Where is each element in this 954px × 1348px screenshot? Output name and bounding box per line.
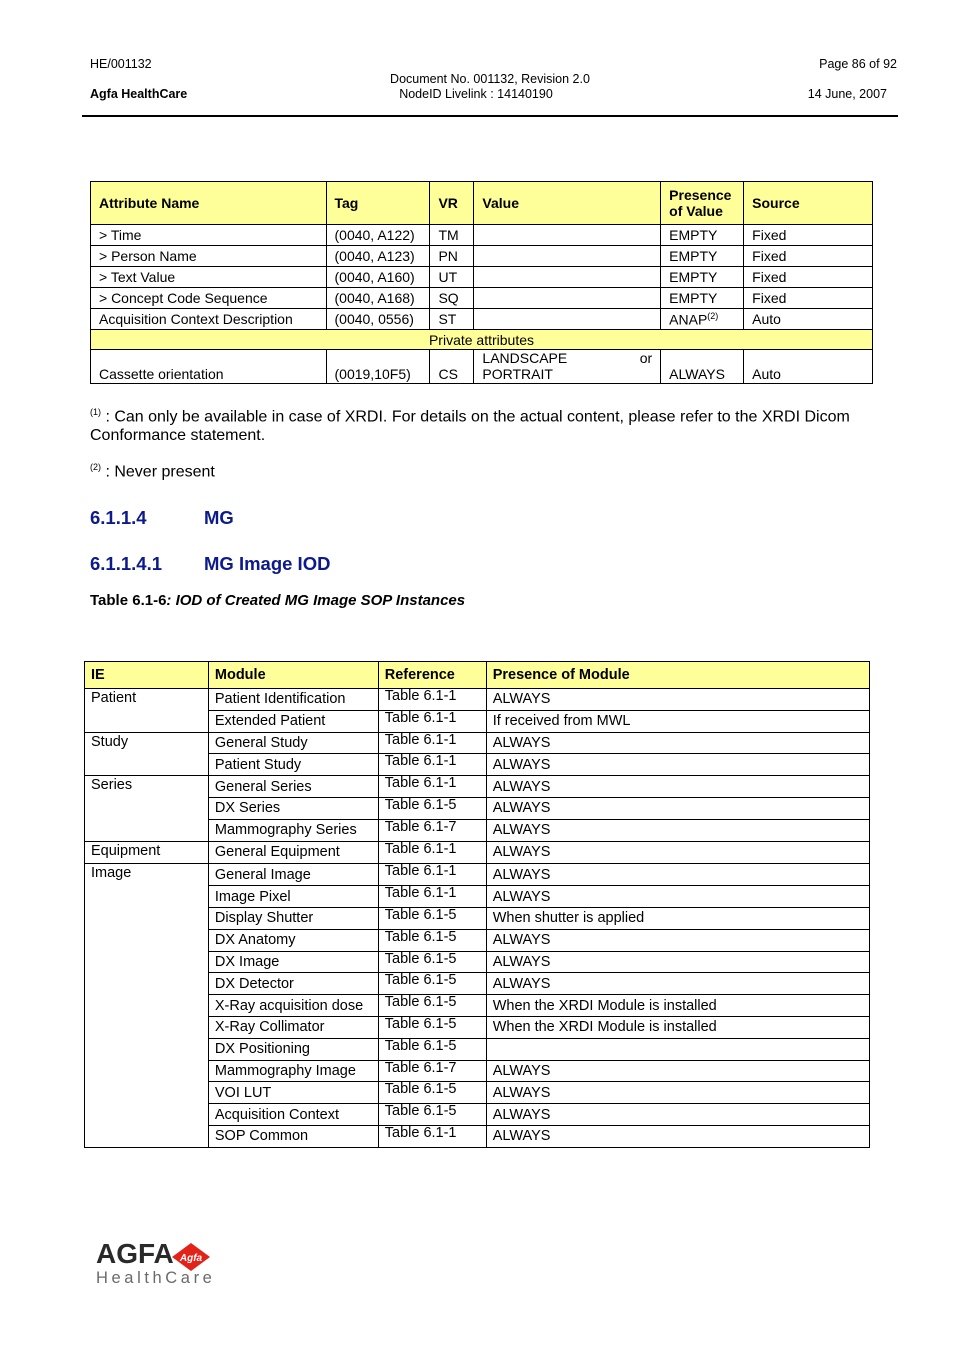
footnote-2-marker: (2) xyxy=(90,462,101,472)
presence-footnote-marker: (2) xyxy=(707,310,719,321)
page-number: Page 86 of 92 xyxy=(819,57,897,71)
attribute-tag-cell: (0040, A123) xyxy=(326,246,430,267)
module-cell: Mammography Series xyxy=(208,819,378,841)
module-cell: Extended Patient xyxy=(208,710,378,732)
attribute-tag-cell: (0040, A168) xyxy=(326,288,430,309)
table-caption-title: : IOD of Created MG Image SOP Instances xyxy=(166,592,466,609)
col-attribute-name: Attribute Name xyxy=(91,182,327,225)
cassette-tag: (0019,10F5) xyxy=(326,350,430,384)
iod-table xyxy=(84,661,870,1148)
attribute-value-cell xyxy=(474,225,661,246)
cassette-value xyxy=(474,350,661,384)
reference-cell: Table 6.1-5 xyxy=(378,907,486,929)
presence-cell: ALWAYS xyxy=(486,1104,869,1126)
footnote-1-text: : Can only be available in case of XRDI. For details on the actual content, please refer to the XRDI Dicom xyxy=(101,408,850,426)
presence-cell: ALWAYS xyxy=(486,1125,869,1147)
module-cell: General Equipment xyxy=(208,841,378,864)
footnote-1-marker: (1) xyxy=(90,407,101,417)
section-number-mg: 6.1.1.4 xyxy=(90,507,147,528)
reference-cell: Table 6.1-5 xyxy=(378,1016,486,1038)
node-id: NodeID Livelink : 14140190 xyxy=(399,87,553,101)
table-caption xyxy=(90,592,465,609)
section-heading-mg xyxy=(90,507,234,529)
attribute-value-cell xyxy=(474,246,661,267)
reference-cell: Table 6.1-7 xyxy=(378,819,486,841)
attribute-tag-cell: (0040, A160) xyxy=(326,267,430,288)
attribute-value-cell xyxy=(474,267,661,288)
col-tag: Tag xyxy=(326,182,430,225)
reference-cell: Table 6.1-5 xyxy=(378,1104,486,1126)
col-source: Source xyxy=(744,182,873,225)
col-module: Module xyxy=(208,662,378,689)
attribute-name-cell: > Concept Code Sequence xyxy=(91,288,327,309)
attribute-vr-cell: ST xyxy=(430,309,474,330)
module-cell: DX Image xyxy=(208,951,378,973)
col-ie: IE xyxy=(85,662,209,689)
reference-cell: Table 6.1-5 xyxy=(378,995,486,1017)
reference-cell: Table 6.1-5 xyxy=(378,1082,486,1104)
module-cell: SOP Common xyxy=(208,1125,378,1147)
agfa-badge-icon xyxy=(171,1242,211,1272)
ie-cell: Image xyxy=(85,864,209,1147)
attribute-presence-cell: EMPTY xyxy=(661,225,744,246)
logo-brand: AGFA xyxy=(96,1238,174,1269)
doc-number: Document No. 001132, Revision 2.0 xyxy=(390,72,590,86)
ie-cell: Study xyxy=(85,732,209,776)
footnote-1-text2: Conformance statement. xyxy=(90,427,266,445)
presence-cell: ALWAYS xyxy=(486,841,869,864)
module-cell: DX Anatomy xyxy=(208,929,378,951)
attribute-row xyxy=(91,246,873,267)
attribute-row xyxy=(91,267,873,288)
cassette-value-portrait: PORTRAIT xyxy=(482,366,553,382)
attribute-presence-cell: EMPTY xyxy=(661,267,744,288)
iod-row xyxy=(85,841,870,864)
module-cell: Display Shutter xyxy=(208,907,378,929)
attribute-presence-cell: EMPTY xyxy=(661,246,744,267)
reference-cell: Table 6.1-1 xyxy=(378,841,486,864)
reference-cell: Table 6.1-1 xyxy=(378,754,486,776)
attribute-value-cell xyxy=(474,288,661,309)
ie-cell: Equipment xyxy=(85,841,209,864)
attribute-vr-cell: PN xyxy=(430,246,474,267)
attribute-presence-cell xyxy=(661,309,744,330)
attribute-vr-cell: TM xyxy=(430,225,474,246)
logo-healthcare: HealthCare xyxy=(96,1269,216,1287)
presence-cell: ALWAYS xyxy=(486,1082,869,1104)
reference-cell: Table 6.1-7 xyxy=(378,1060,486,1082)
ie-cell: Series xyxy=(85,776,209,841)
footnote-1 xyxy=(90,403,880,445)
reference-cell: Table 6.1-5 xyxy=(378,973,486,995)
attribute-vr-cell: SQ xyxy=(430,288,474,309)
attribute-presence-cell: EMPTY xyxy=(661,288,744,309)
attribute-table xyxy=(90,181,873,384)
reference-cell: Table 6.1-5 xyxy=(378,1038,486,1060)
presence-cell: If received from MWL xyxy=(486,710,869,732)
attribute-table-header xyxy=(91,182,873,225)
footnote-2 xyxy=(90,458,215,481)
attribute-vr-cell: UT xyxy=(430,267,474,288)
presence-cell: ALWAYS xyxy=(486,1060,869,1082)
attribute-name-cell: > Person Name xyxy=(91,246,327,267)
header-rule xyxy=(82,115,898,117)
reference-cell: Table 6.1-1 xyxy=(378,1125,486,1147)
iod-table-header xyxy=(85,662,870,689)
cassette-name: Cassette orientation xyxy=(91,350,327,384)
attribute-value-cell xyxy=(474,309,661,330)
presence-cell: ALWAYS xyxy=(486,797,869,819)
cassette-presence: ALWAYS xyxy=(661,350,744,384)
col-presence-of-value xyxy=(661,182,744,225)
reference-cell: Table 6.1-5 xyxy=(378,797,486,819)
table-caption-number: Table 6.1-6 xyxy=(90,592,167,609)
col-presence-of-module: Presence of Module xyxy=(486,662,869,689)
ie-cell: Patient xyxy=(85,689,209,733)
private-attributes-row xyxy=(91,330,873,350)
module-cell: Mammography Image xyxy=(208,1060,378,1082)
attribute-name-cell: > Text Value xyxy=(91,267,327,288)
module-cell: DX Detector xyxy=(208,973,378,995)
badge-text: Agfa xyxy=(179,1253,203,1264)
attribute-name-cell: > Time xyxy=(91,225,327,246)
attribute-source-cell: Fixed xyxy=(744,246,873,267)
iod-row xyxy=(85,732,870,754)
module-cell: DX Positioning xyxy=(208,1038,378,1060)
module-cell: VOI LUT xyxy=(208,1082,378,1104)
attribute-tag-cell: (0040, 0556) xyxy=(326,309,430,330)
footnote-2-text: : Never present xyxy=(101,463,215,481)
attribute-source-cell: Fixed xyxy=(744,225,873,246)
attribute-source-cell: Fixed xyxy=(744,288,873,309)
iod-row xyxy=(85,776,870,798)
section-number-mg-image-iod: 6.1.1.4.1 xyxy=(90,553,163,574)
iod-row xyxy=(85,689,870,711)
module-cell: General Study xyxy=(208,732,378,754)
module-cell: X-Ray Collimator xyxy=(208,1016,378,1038)
cassette-row xyxy=(91,350,873,384)
module-cell: Patient Study xyxy=(208,754,378,776)
presence-cell: ALWAYS xyxy=(486,732,869,754)
reference-cell: Table 6.1-1 xyxy=(378,732,486,754)
presence-cell: ALWAYS xyxy=(486,886,869,908)
cassette-value-or: or xyxy=(639,350,653,366)
company-name: Agfa HealthCare xyxy=(90,87,188,101)
attribute-tag-cell: (0040, A122) xyxy=(326,225,430,246)
presence-cell: ALWAYS xyxy=(486,929,869,951)
section-title-mg-image-iod: MG Image IOD xyxy=(204,553,331,574)
agfa-logo xyxy=(96,1238,174,1270)
module-cell: General Series xyxy=(208,776,378,798)
presence-cell: When the XRDI Module is installed xyxy=(486,1016,869,1038)
section-heading-mg-image-iod xyxy=(90,553,330,575)
presence-cell: ALWAYS xyxy=(486,776,869,798)
reference-cell: Table 6.1-1 xyxy=(378,689,486,711)
reference-cell: Table 6.1-5 xyxy=(378,951,486,973)
presence-cell: ALWAYS xyxy=(486,754,869,776)
cassette-value-landscape: LANDSCAPE xyxy=(482,350,568,366)
private-attributes-label: Private attributes xyxy=(91,330,873,350)
module-cell: X-Ray acquisition dose xyxy=(208,995,378,1017)
presence-header-line2: of Value xyxy=(669,203,723,219)
presence-cell: ALWAYS xyxy=(486,864,869,886)
cassette-vr: CS xyxy=(430,350,474,384)
attribute-row xyxy=(91,309,873,330)
cassette-source: Auto xyxy=(744,350,873,384)
reference-cell: Table 6.1-1 xyxy=(378,864,486,886)
presence-value: ANAP xyxy=(669,311,708,328)
presence-cell: ALWAYS xyxy=(486,689,869,711)
module-cell: General Image xyxy=(208,864,378,886)
attribute-name-cell: Acquisition Context Description xyxy=(91,309,327,330)
presence-cell: When the XRDI Module is installed xyxy=(486,995,869,1017)
presence-cell: When shutter is applied xyxy=(486,907,869,929)
presence-cell: ALWAYS xyxy=(486,819,869,841)
module-cell: Image Pixel xyxy=(208,886,378,908)
attribute-source-cell: Fixed xyxy=(744,267,873,288)
presence-cell xyxy=(486,1038,869,1060)
doc-date: 14 June, 2007 xyxy=(807,87,887,101)
presence-cell: ALWAYS xyxy=(486,973,869,995)
module-cell: Patient Identification xyxy=(208,689,378,711)
reference-cell: Table 6.1-1 xyxy=(378,776,486,798)
attribute-source-cell: Auto xyxy=(744,309,873,330)
reference-cell: Table 6.1-1 xyxy=(378,710,486,732)
col-vr: VR xyxy=(430,182,474,225)
col-reference: Reference xyxy=(378,662,486,689)
section-title-mg: MG xyxy=(204,507,234,528)
reference-cell: Table 6.1-1 xyxy=(378,886,486,908)
presence-header-line1: Presence xyxy=(669,187,732,203)
module-cell: DX Series xyxy=(208,797,378,819)
doc-code: HE/001132 xyxy=(90,57,152,71)
attribute-row xyxy=(91,225,873,246)
col-value: Value xyxy=(474,182,661,225)
presence-cell: ALWAYS xyxy=(486,951,869,973)
reference-cell: Table 6.1-5 xyxy=(378,929,486,951)
iod-row xyxy=(85,864,870,886)
module-cell: Acquisition Context xyxy=(208,1104,378,1126)
attribute-row xyxy=(91,288,873,309)
